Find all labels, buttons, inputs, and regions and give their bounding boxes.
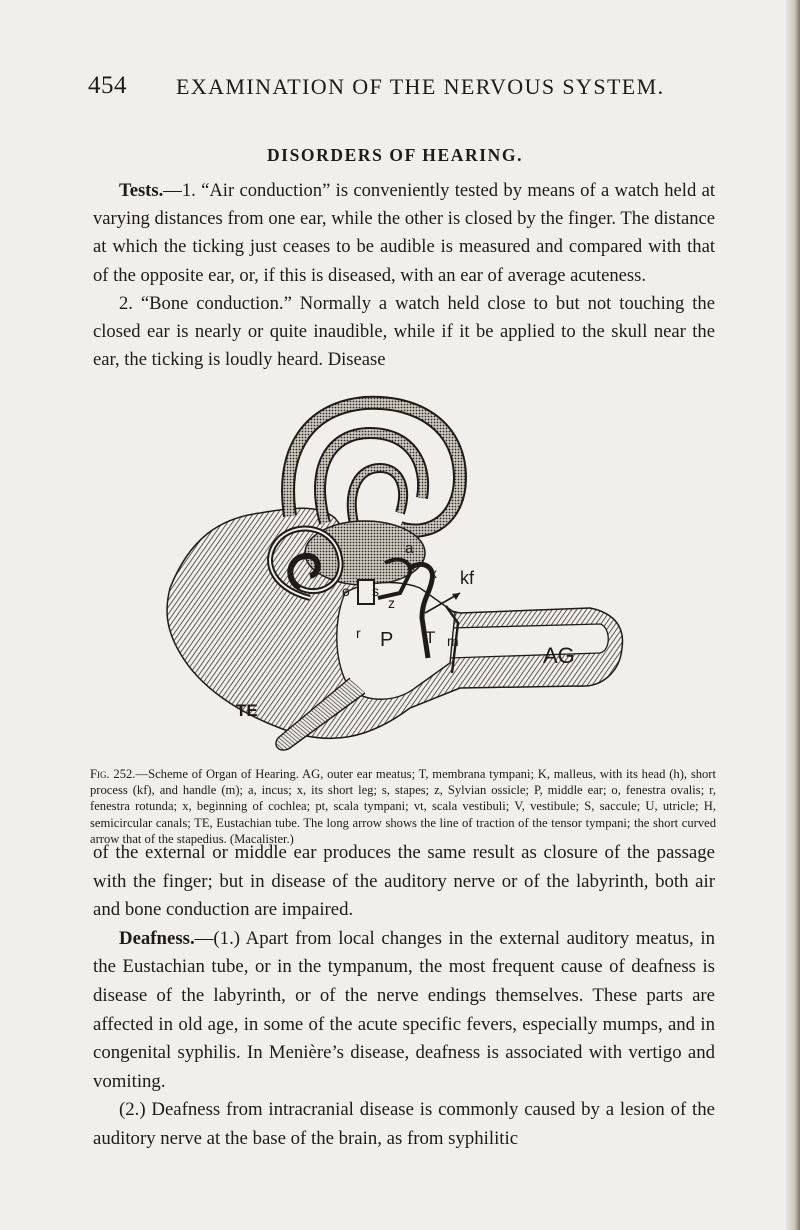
label-z: z <box>388 595 395 611</box>
label-o: o <box>342 583 350 599</box>
continued-text: of the external or middle ear produces the same result as closure of the passage with the finger; but in disease of the auditory nerve or of the labyrinth, both air and bone conduction are impaired. <box>93 842 715 921</box>
hearing-organ-figure <box>160 388 630 766</box>
tests-paragraph <box>93 177 715 374</box>
outer-ear-meatus <box>450 624 608 658</box>
tests-lead: Tests. <box>119 180 164 201</box>
label-r: r <box>356 625 361 641</box>
label-a: a <box>405 540 414 557</box>
deafness-paragraph <box>93 839 715 1154</box>
tests-body: —1. “Air conduction” is conveniently tested by means of a watch held at varying distances from one ear, while the other is closed by the finger. The distance at which the ticking just ceases to be audible is measured and compared with that of the opposite ear, or, if this is diseased, with an ear of average acuteness. <box>93 180 715 286</box>
label-te: TE <box>236 701 258 720</box>
label-kf: kf <box>460 568 475 588</box>
deafness-body: —(1.) Apart from local changes in the external auditory meatus, in the Eustachian tube, or in the tympanum, the most frequent cause of deafness is disease of the labyrinth, or of the nerve endings themselves. These parts are affected in old age, in some of the acute specific fevers, especially mumps, and in congenital syphilis. In Menière’s disease, deafness is associated with vertigo and vomiting. <box>93 927 715 1092</box>
label-x: x <box>430 565 437 581</box>
page-edge <box>786 0 800 1230</box>
deafness-lead: Deafness. <box>119 927 195 949</box>
label-s: s <box>372 583 379 599</box>
bone-conduction-text: 2. “Bone conduction.” Normally a watch held close to but not touching the closed ear is nearly or quite inaudible, while if it be applied to the skull near the ear, the ticking is loudly heard. Disease <box>93 292 715 371</box>
label-m: m <box>447 633 459 649</box>
label-p: P <box>380 629 394 651</box>
label-t: T <box>425 628 436 647</box>
page-header <box>0 72 800 106</box>
page-number: 454 <box>88 72 127 99</box>
figure-label: Fig. 252. <box>90 767 136 781</box>
label-ag: AG <box>543 643 575 668</box>
intracranial-text: (2.) Deafness from intracranial disease is commonly caused by a lesion of the auditory nerve at the base of the brain, as from syphilitic <box>93 1099 715 1149</box>
section-title: DISORDERS OF HEARING. <box>266 145 524 165</box>
running-title: EXAMINATION OF THE NERVOUS SYSTEM. <box>176 74 665 99</box>
figure-caption <box>90 766 716 847</box>
caption-text: —Scheme of Organ of Hearing. AG, outer ear meatus; T, membrana tympani; K, malleus, with its head (h), short process (kf), and handle (m); a, incus; x, its short leg; s, stapes; z, Sylvian ossicle; P, middle ear; o, fenestra ovalis; r, fenestra rotunda; x, beginning of cochlea; pt, scala tympani; vt, scala vestibuli; V, vestibule; S, saccule; U, utricle; H, semicircular canals; TE, Eustachian tube. The long arrow shows the line of traction of the tensor tympani; the short curved arrow that of the stapedius. (Macalister.) <box>90 767 717 846</box>
